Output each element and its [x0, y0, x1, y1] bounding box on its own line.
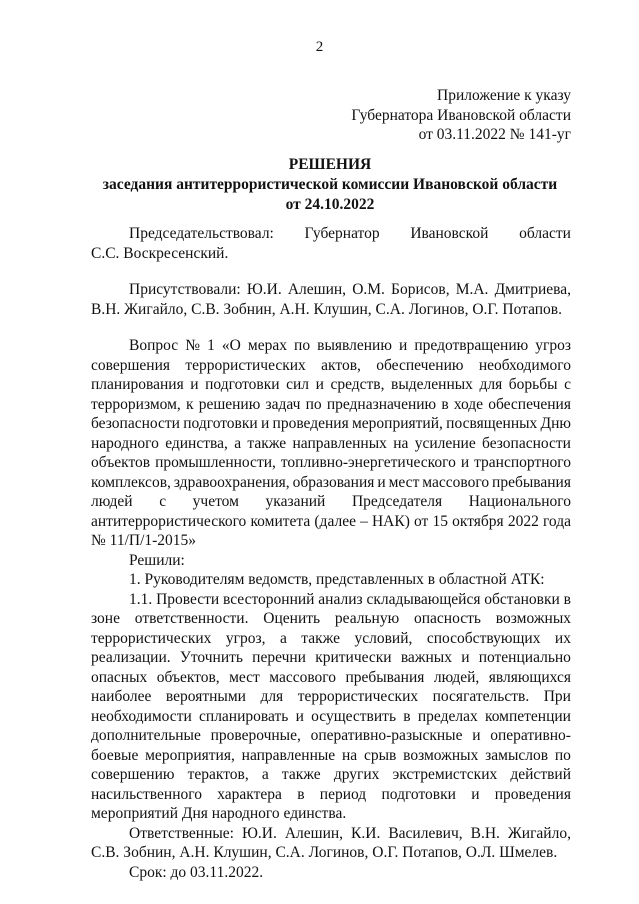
word: к	[185, 395, 194, 413]
item-1-1-line	[91, 629, 571, 649]
word: «О	[221, 337, 241, 354]
word: Уточнить	[179, 649, 243, 666]
word: комплексов,	[91, 473, 171, 491]
word: октября	[452, 512, 504, 530]
word: безопасности	[482, 434, 571, 452]
word: О.М.	[352, 281, 385, 298]
word: мероприятия,	[145, 746, 235, 764]
word: насильственного	[91, 785, 202, 803]
word: реальную	[334, 610, 400, 627]
word: и	[260, 415, 270, 432]
word: и	[190, 376, 199, 393]
word: спланировать	[199, 707, 289, 725]
appendix-header	[271, 86, 571, 145]
document-title: РЕШЕНИЯ	[288, 156, 372, 173]
word: срыв	[363, 746, 397, 764]
word: совершения	[91, 356, 171, 374]
item-1-1-line	[91, 609, 571, 629]
word: обстановки	[484, 590, 560, 608]
word: обеспечения	[488, 395, 571, 413]
word: Алешин,	[287, 281, 347, 298]
word: также	[281, 766, 321, 783]
word: Дню	[540, 415, 571, 432]
word: топливно-энергетического	[280, 454, 456, 471]
word: характера	[217, 785, 282, 803]
word: осуществить	[311, 707, 397, 725]
word: посвященных	[446, 415, 538, 432]
item-1: 1. Руководителям ведомств, представленных в областной АТК:	[129, 571, 545, 588]
word: ходе	[453, 395, 484, 413]
word: промышленности,	[155, 454, 276, 471]
word: Оценить	[263, 610, 321, 627]
word: необходимого	[478, 356, 571, 374]
word: Председателя	[351, 493, 443, 510]
word: террористических	[91, 629, 212, 647]
word: объектов,	[156, 668, 220, 686]
word: направленные	[241, 746, 336, 764]
word: угроз	[535, 337, 571, 354]
word: реализации.	[91, 649, 171, 666]
item-1-1-line	[91, 785, 571, 805]
word: компетенции	[484, 707, 571, 725]
word: необходимости	[91, 707, 192, 725]
item-1-1-line	[91, 746, 571, 766]
word: условий,	[354, 629, 413, 647]
word: здравоохранения,	[173, 473, 290, 491]
word: (далее	[314, 512, 356, 530]
word: и	[377, 473, 386, 491]
word: Присутствовали:	[129, 281, 241, 298]
word: единства,	[165, 434, 228, 452]
word: людей,	[433, 668, 480, 686]
chair-word: области	[519, 225, 571, 242]
item-1-1-line	[91, 590, 571, 610]
word: потенциально	[478, 649, 571, 666]
word: складывающейся	[366, 590, 481, 608]
word: массового	[269, 668, 337, 686]
word: с	[564, 376, 571, 393]
word: пребывания	[492, 473, 571, 491]
word: В.Н.	[470, 824, 500, 842]
item-1-1-line	[91, 726, 571, 746]
word: период	[319, 785, 367, 803]
question-line	[91, 414, 571, 434]
chair-word: Председательствовал:	[129, 225, 274, 242]
word: и	[472, 727, 481, 744]
word: оперативно-разыскные	[310, 727, 463, 744]
item-1-1-line	[91, 707, 571, 727]
document-date: от 24.10.2022	[285, 196, 375, 213]
word: важных	[400, 649, 452, 666]
word: их	[554, 629, 571, 647]
word: терактов,	[187, 766, 249, 783]
word: пределах	[417, 707, 478, 725]
word: учетом	[192, 493, 239, 510]
word: совершению	[91, 766, 175, 783]
question-line	[91, 336, 571, 356]
word: опасных	[91, 668, 148, 686]
word: в	[563, 590, 571, 608]
word: проведения	[272, 415, 349, 432]
question-line	[91, 453, 571, 473]
item-1-1-line-last: мероприятий Дня народного единства.	[91, 805, 347, 822]
word: по	[554, 746, 571, 764]
question-line	[91, 473, 571, 493]
word: М.А.	[455, 281, 489, 298]
item-1-1-paragraph	[91, 590, 571, 824]
word: сил	[286, 376, 310, 393]
word: подготовки	[205, 376, 280, 393]
word: Ответственные:	[129, 824, 234, 842]
word: обеспечению	[376, 356, 464, 374]
document-subtitle: заседания антитеррористической комиссии Ивановской области	[102, 176, 558, 193]
word: задач	[265, 395, 301, 413]
chair-word: Ивановской	[410, 225, 489, 242]
word: Ю.И.	[246, 281, 282, 298]
word: предотвращению	[414, 337, 529, 354]
word: проведения	[494, 785, 571, 803]
word: оперативно-	[490, 727, 571, 744]
word: мест	[229, 668, 260, 686]
word: проверочные,	[210, 727, 301, 744]
word: комитета	[250, 512, 311, 530]
page-number: 2	[315, 39, 324, 55]
word: всесторонний	[223, 590, 315, 608]
responsible-line-1	[91, 824, 571, 844]
word: вероятными	[165, 688, 246, 705]
word: №	[185, 337, 201, 354]
word: а	[234, 434, 242, 452]
word: направленных	[292, 434, 387, 452]
word: на	[341, 746, 358, 764]
word: К.И.	[351, 824, 381, 842]
word: безопасности	[91, 415, 180, 432]
decided-label: Решили:	[129, 551, 185, 569]
word: и	[461, 649, 470, 666]
present-line-1	[91, 280, 571, 300]
responsible-line-2: С.В. Зобнин, А.Н. Клушин, С.А. Логинов, О.Г. Потапов, О.Л. Шмелев.	[91, 844, 558, 861]
word: дополнительные	[91, 727, 201, 744]
word: возможных	[495, 610, 571, 627]
item-1-1-line	[91, 687, 571, 707]
word: Дмитриева,	[494, 281, 571, 298]
word: также	[301, 629, 341, 647]
word: также	[247, 434, 287, 452]
word: выявлению	[317, 337, 392, 354]
word: средств,	[330, 376, 385, 393]
word: планирования	[91, 376, 184, 393]
word: антитеррористического	[91, 512, 247, 530]
appendix-line-1: Приложение к указу	[437, 87, 571, 104]
word: боевые	[91, 746, 139, 764]
word: борьбы	[508, 376, 558, 393]
word: замыслов	[485, 746, 549, 764]
word: и	[315, 376, 324, 393]
word: для	[479, 376, 503, 393]
word: пребывания	[345, 668, 425, 686]
word: актов,	[321, 356, 361, 374]
word: в	[297, 785, 305, 803]
present-line-2: В.Н. Жигайло, С.В. Зобнин, А.Н. Клушин, С.А. Логинов, О.Г. Потапов.	[91, 300, 563, 318]
word: Борисов,	[391, 281, 450, 298]
word: НАК)	[371, 512, 410, 530]
word: возможных	[403, 746, 479, 764]
word: в	[441, 395, 449, 413]
question-line	[91, 512, 571, 532]
appendix-line-2: Губернатора Ивановской области	[351, 106, 571, 124]
word: 1	[207, 337, 215, 354]
appendix-line-3: от 03.11.2022 № 141-уг	[418, 126, 571, 143]
word: года	[542, 512, 571, 530]
word: и	[471, 785, 480, 803]
word: на	[393, 434, 409, 452]
word: терроризмом,	[91, 395, 181, 413]
word: 2022	[507, 512, 539, 530]
word: народного	[91, 434, 159, 452]
document-title-block	[80, 155, 580, 215]
word: людей	[91, 493, 133, 510]
word: зоне	[91, 610, 120, 627]
word: критически	[315, 649, 392, 666]
item-1-1-line	[91, 668, 571, 688]
question-line	[91, 434, 571, 454]
word: При	[543, 688, 571, 705]
word: экстремистских	[392, 766, 498, 783]
word: образования	[292, 473, 375, 491]
word: указаний	[265, 493, 326, 510]
chair-word: Губернатор	[304, 225, 380, 242]
word: выделенных	[391, 376, 473, 393]
word: других	[333, 766, 380, 783]
word: объектов	[91, 454, 151, 471]
item-1-1-line	[91, 648, 571, 668]
question-line	[91, 375, 571, 395]
word: способствующих	[426, 629, 541, 647]
word: мест	[388, 473, 420, 491]
chair-line-2: С.С. Воскресенский.	[91, 244, 229, 262]
word: массового	[422, 473, 490, 491]
word: транспортного	[474, 454, 571, 471]
word: в	[403, 707, 411, 725]
word: подготовки	[381, 785, 456, 803]
word: решению	[198, 395, 261, 413]
word: 15	[432, 512, 448, 530]
word: являющихся	[488, 668, 571, 686]
word: перечни	[252, 649, 306, 666]
word: террористических	[297, 688, 419, 705]
word: для	[260, 688, 284, 705]
question-paragraph	[91, 336, 571, 551]
question-line-last: № 11/П/1-2015»	[91, 532, 197, 549]
word: а	[261, 766, 269, 783]
word: от	[414, 512, 429, 530]
word: а	[279, 629, 287, 647]
word: ответственности.	[134, 610, 249, 627]
word: Алешин,	[284, 824, 344, 842]
word: Жигайло,	[507, 824, 571, 842]
word: анализ	[318, 590, 363, 608]
chair-line-1	[91, 224, 571, 244]
word: и	[398, 337, 408, 354]
word: террористических	[185, 356, 306, 374]
word: и	[460, 454, 470, 471]
question-line	[91, 356, 571, 376]
word: действий	[510, 766, 571, 783]
word: наиболее	[91, 688, 152, 705]
document-body	[91, 224, 571, 882]
item-1-1-line	[91, 765, 571, 785]
word: Национального	[468, 493, 571, 510]
word: Василевич,	[388, 824, 463, 842]
word: Ю.И.	[241, 824, 277, 842]
word: мероприятий,	[351, 415, 443, 432]
word: опасность	[414, 610, 481, 627]
word: и	[295, 707, 304, 725]
deadline: Срок: до 03.11.2022.	[129, 863, 264, 881]
word: мерах	[247, 337, 287, 354]
word: Провести	[156, 590, 220, 608]
question-line	[91, 492, 571, 512]
word: угроз,	[225, 629, 266, 647]
word: –	[360, 512, 368, 530]
word: по	[305, 395, 322, 413]
word: 1.1.	[129, 590, 153, 608]
word: предназначению	[326, 395, 437, 413]
word: по	[294, 337, 311, 354]
word: с	[159, 493, 167, 510]
word: посягательств.	[432, 688, 530, 705]
word: подготовки	[183, 415, 258, 432]
word: усиление	[414, 434, 476, 452]
question-line	[91, 395, 571, 415]
word: Вопрос	[129, 337, 179, 354]
